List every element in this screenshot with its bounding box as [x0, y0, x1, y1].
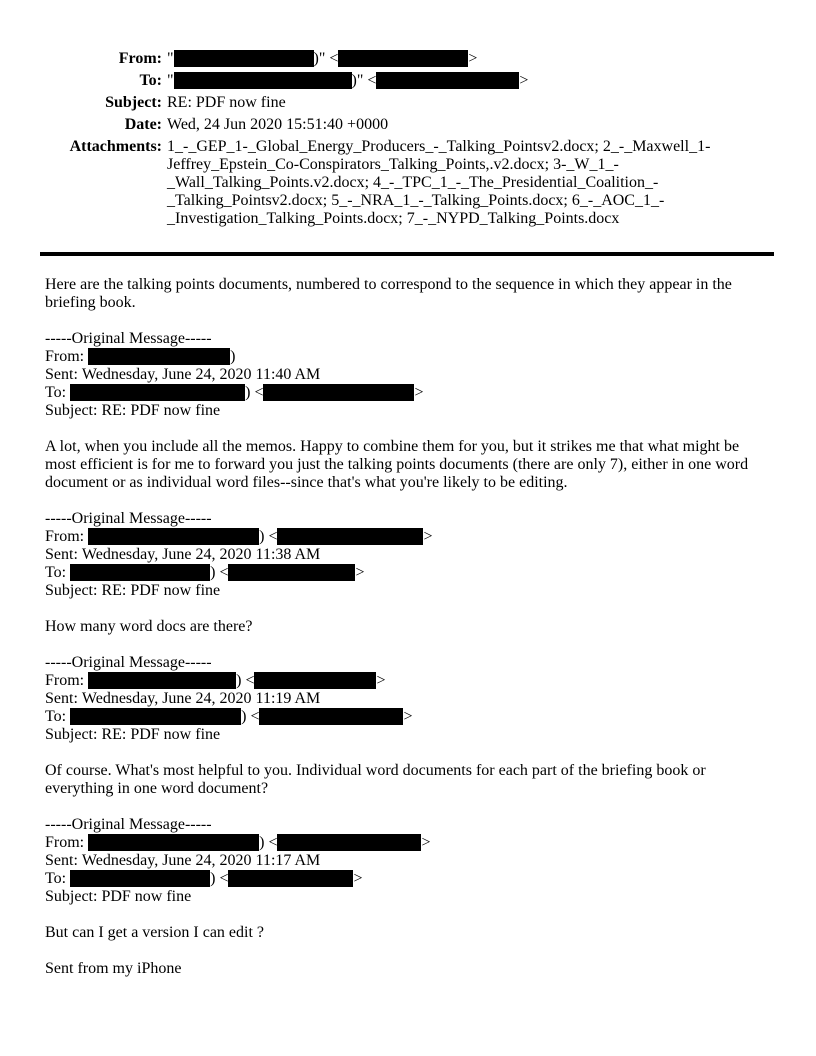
header-from-label: From:	[118, 50, 162, 67]
subject-value: PDF now fine	[101, 888, 192, 905]
header-attachments-value: 1_-_GEP_1-_Global_Energy_Producers_-_Talking_Pointsv2.docx; 2_-_Maxwell_1-Jeffrey_Epstein_Co-Conspirators_Talking_Points,.v2.docx; 3-_W_1_-_Wall_Talking_Points.v2.docx; 4_-_TPC_1_-_The_Presidential_Coalition_-_Talking_Pointsv2.docx; 5_-_NRA_1_-_Talking_Points.docx; 6_-_AOC_1_-_Investigation_Talking_Points.docx; 7_-_NYPD_Talking_Points.docx	[167, 138, 711, 227]
redacted-recipient-email	[228, 870, 353, 887]
subject-label: Subject:	[45, 888, 98, 905]
redacted-recipient-email	[376, 72, 519, 89]
to-label: To:	[45, 384, 67, 401]
header-row-to	[40, 72, 774, 94]
header-row-date	[40, 116, 774, 138]
punctuation: ) <	[210, 564, 229, 581]
header-row-from	[40, 50, 774, 72]
angle-close: >	[355, 564, 365, 581]
sent-line	[45, 852, 773, 870]
from-line	[45, 528, 773, 546]
punctuation: )" <	[351, 72, 377, 89]
redacted-recipient-name	[70, 870, 210, 887]
sent-label: Sent:	[45, 366, 78, 383]
open-quote: "	[167, 72, 174, 89]
from-label: From:	[45, 348, 85, 365]
redacted-sender-name	[88, 672, 236, 689]
header-date-label: Date:	[124, 116, 162, 133]
subject-value: RE: PDF now fine	[101, 402, 221, 419]
header-to-label: To:	[139, 72, 162, 89]
subject-value: RE: PDF now fine	[101, 726, 221, 743]
sent-label: Sent:	[45, 546, 78, 563]
redacted-recipient-email	[263, 384, 414, 401]
redacted-sender-name	[88, 528, 259, 545]
to-line	[45, 708, 773, 726]
from-line	[45, 348, 773, 366]
subject-label: Subject:	[45, 582, 98, 599]
redacted-sender-name	[174, 50, 314, 67]
angle-close: >	[519, 72, 529, 89]
redacted-recipient-name	[70, 384, 245, 401]
from-line	[45, 834, 773, 852]
angle-close: >	[421, 834, 431, 851]
original-message-divider: -----Original Message-----	[45, 816, 212, 833]
punctuation: ) <	[259, 528, 278, 545]
sent-line	[45, 546, 773, 564]
angle-close: >	[403, 708, 413, 725]
message-body-3: Of course. What's most helpful to you. Individual word documents for each part of the briefing book or everything in one word document?	[45, 762, 706, 797]
subject-line	[45, 582, 773, 600]
angle-close: >	[468, 50, 478, 67]
redacted-recipient-name	[70, 564, 210, 581]
original-message-divider: -----Original Message-----	[45, 654, 212, 671]
close-paren: )	[230, 348, 236, 365]
to-line	[45, 870, 773, 888]
angle-close: >	[423, 528, 433, 545]
header-date-value: Wed, 24 Jun 2020 15:51:40 +0000	[167, 116, 389, 133]
subject-line	[45, 726, 773, 744]
sent-line	[45, 690, 773, 708]
angle-close: >	[353, 870, 363, 887]
redacted-sender-name	[88, 348, 230, 365]
punctuation: )" <	[313, 50, 339, 67]
subject-label: Subject:	[45, 726, 98, 743]
quoted-message-header-3	[45, 654, 773, 744]
redacted-sender-email	[277, 834, 421, 851]
header-from-value	[162, 50, 774, 72]
header-attachments-label: Attachments:	[69, 138, 162, 155]
message-body-4: But can I get a version I can edit ?	[45, 924, 265, 941]
to-label: To:	[45, 708, 67, 725]
sent-value: Wednesday, June 24, 2020 11:17 AM	[81, 852, 321, 869]
from-label: From:	[45, 834, 85, 851]
original-message-divider: -----Original Message-----	[45, 510, 212, 527]
sent-value: Wednesday, June 24, 2020 11:19 AM	[81, 690, 321, 707]
quoted-message-header-1	[45, 330, 773, 420]
sent-label: Sent:	[45, 852, 78, 869]
redacted-sender-email	[254, 672, 376, 689]
redacted-sender-email	[277, 528, 423, 545]
quoted-message-header-4	[45, 816, 773, 906]
open-quote: "	[167, 50, 174, 67]
quoted-message-header-2	[45, 510, 773, 600]
punctuation: ) <	[259, 834, 278, 851]
sent-line	[45, 366, 773, 384]
message-body-2: How many word docs are there?	[45, 618, 253, 635]
redacted-recipient-name	[174, 72, 352, 89]
punctuation: ) <	[241, 708, 260, 725]
divider-rule	[40, 252, 774, 256]
angle-close: >	[376, 672, 386, 689]
from-line	[45, 672, 773, 690]
header-row-attachments	[40, 138, 774, 228]
sent-value: Wednesday, June 24, 2020 11:38 AM	[81, 546, 321, 563]
redacted-recipient-email	[228, 564, 355, 581]
to-line	[45, 564, 773, 582]
redacted-sender-email	[338, 50, 468, 67]
angle-close: >	[414, 384, 424, 401]
to-label: To:	[45, 564, 67, 581]
redacted-sender-name	[88, 834, 259, 851]
subject-label: Subject:	[45, 402, 98, 419]
header-row-subject	[40, 94, 774, 116]
redacted-recipient-email	[259, 708, 403, 725]
header-subject-label: Subject:	[105, 94, 162, 111]
header-subject-value: RE: PDF now fine	[167, 94, 286, 111]
sent-value: Wednesday, June 24, 2020 11:40 AM	[81, 366, 321, 383]
subject-line	[45, 402, 773, 420]
email-body	[45, 276, 773, 978]
email-header	[40, 50, 774, 228]
intro-paragraph: Here are the talking points documents, numbered to correspond to the sequence in which they appear in the briefing book.	[45, 276, 732, 311]
punctuation: ) <	[245, 384, 264, 401]
subject-line	[45, 888, 773, 906]
from-label: From:	[45, 528, 85, 545]
sent-label: Sent:	[45, 690, 78, 707]
subject-value: RE: PDF now fine	[101, 582, 221, 599]
message-body-1: A lot, when you include all the memos. Happy to combine them for you, but it strikes me that what might be most efficient is for me to forward you just the talking points documents (there are only 7), either in one word document or as individual word files--since that's what you're likely to be editing.	[45, 438, 749, 491]
header-to-value	[162, 72, 774, 94]
to-line	[45, 384, 773, 402]
from-label: From:	[45, 672, 85, 689]
redacted-recipient-name	[70, 708, 241, 725]
original-message-divider: -----Original Message-----	[45, 330, 212, 347]
punctuation: ) <	[210, 870, 229, 887]
punctuation: ) <	[236, 672, 255, 689]
to-label: To:	[45, 870, 67, 887]
signature-line: Sent from my iPhone	[45, 960, 182, 977]
